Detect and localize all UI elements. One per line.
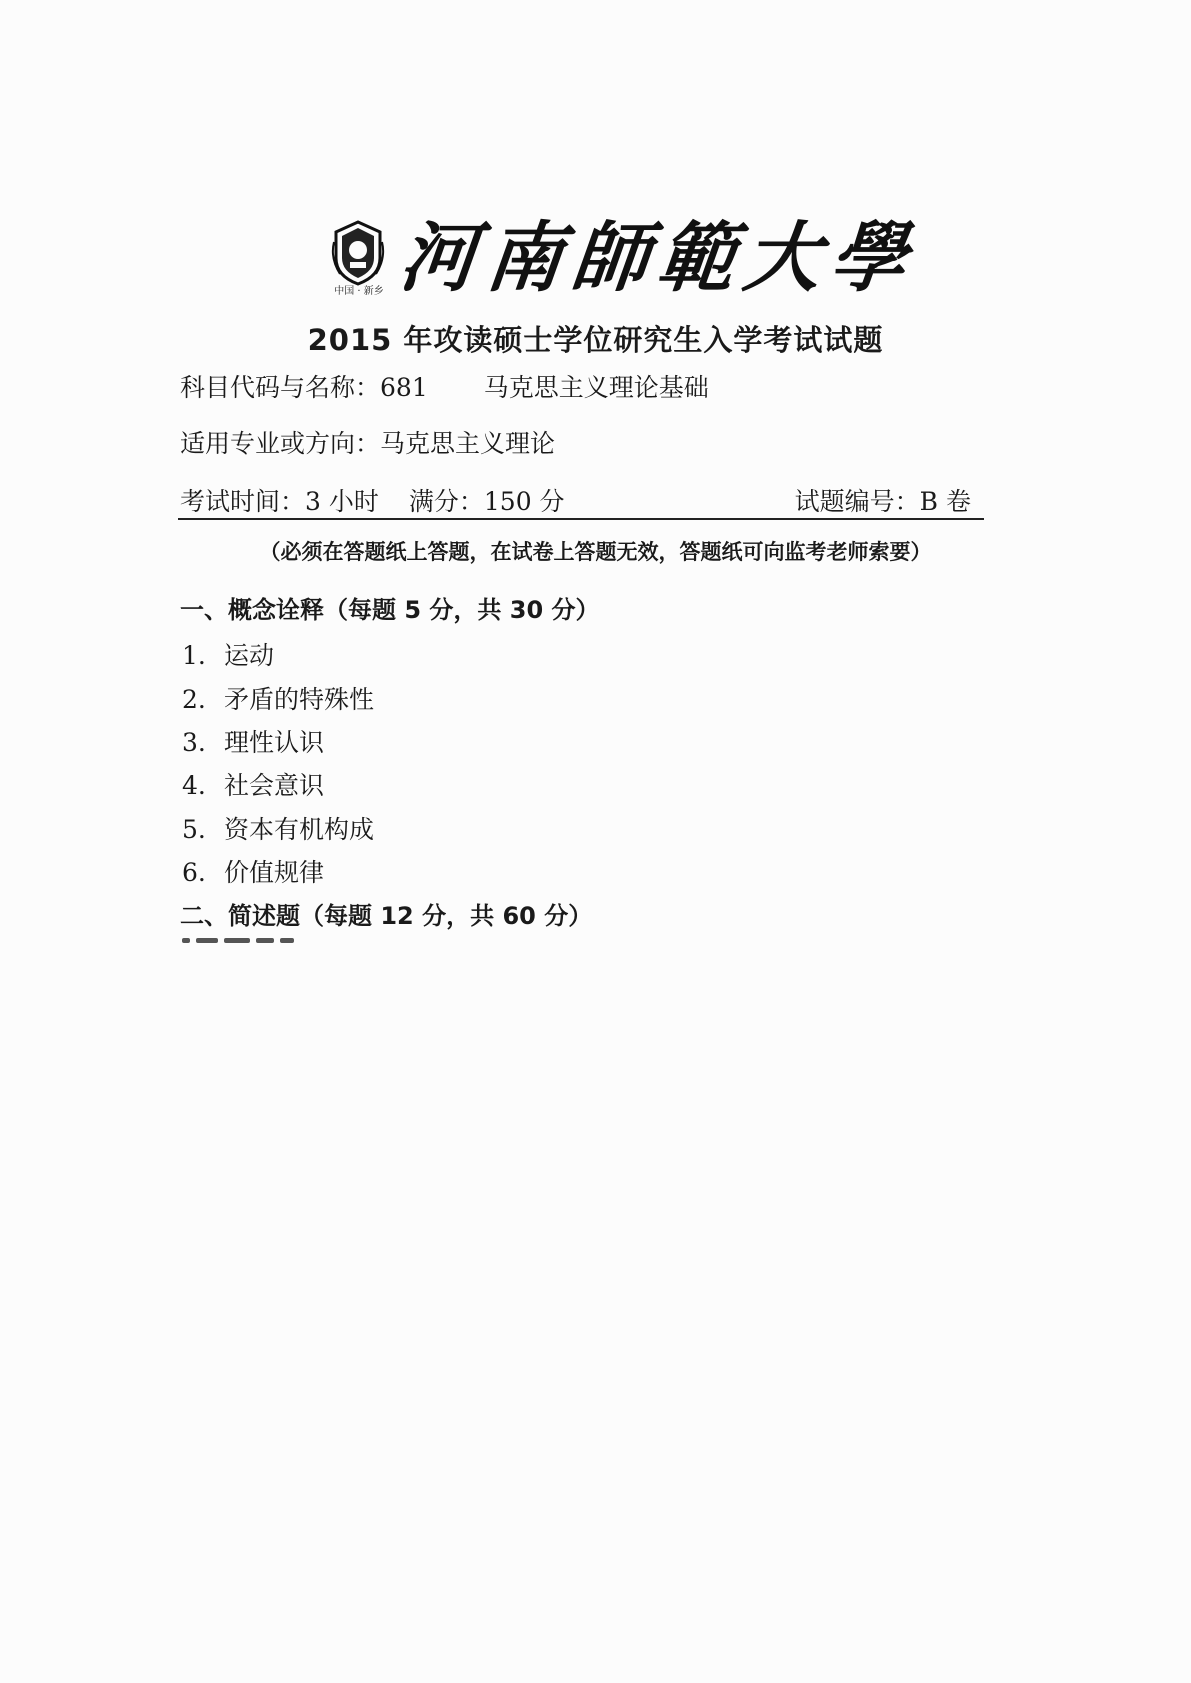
answer-notice: （必须在答题纸上答题，在试卷上答题无效，答题纸可向监考老师索要） (259, 540, 932, 564)
subject-name: 马克思主义理论基础 (483, 373, 709, 402)
section-heading: 二、简述题（每题 12 分，共 60 分） (180, 902, 593, 930)
list-item (182, 636, 274, 672)
university-name-logo: 河南師範大學 (395, 213, 921, 302)
list-item (182, 723, 324, 759)
item-text: 资本有机构成 (224, 815, 375, 844)
item-text: 运动 (224, 641, 275, 670)
time-score-row (180, 482, 565, 518)
university-header (328, 210, 921, 310)
item-number: 1. (182, 641, 206, 670)
time-label: 考试时间： (180, 487, 306, 516)
section-heading: 一、概念诠释（每题 5 分，共 30 分） (180, 596, 600, 624)
item-text: 社会意识 (224, 771, 325, 800)
item-number: 4. (182, 771, 206, 800)
item-text: 理性认识 (224, 728, 325, 757)
cut-off-text-fragment (182, 938, 392, 946)
emblem-caption: 中国 · 新乡 (334, 286, 384, 297)
paper-number (795, 482, 971, 518)
item-number: 3. (182, 728, 206, 757)
paper-no-label: 试题编号： (794, 487, 920, 516)
subject-code: 681 (380, 373, 428, 402)
list-item (182, 766, 324, 802)
item-text: 矛盾的特殊性 (224, 685, 375, 714)
subject-row (180, 368, 709, 404)
major-row (180, 424, 555, 460)
major-value: 马克思主义理论 (380, 429, 556, 458)
list-item (182, 810, 374, 846)
exam-title: 2015 年攻读硕士学位研究生入学考试试题 (307, 323, 884, 357)
item-number: 6. (182, 858, 206, 887)
list-item (182, 853, 324, 889)
list-item (182, 680, 374, 716)
score-value: 150 分 (483, 487, 565, 516)
time-value: 3 小时 (305, 487, 379, 516)
subject-label: 科目代码与名称： (180, 373, 381, 402)
university-emblem-icon (328, 218, 388, 288)
paper-no-value: B 卷 (919, 487, 971, 516)
item-number: 5. (182, 815, 206, 844)
score-label: 满分： (408, 487, 484, 516)
major-label: 适用专业或方向： (180, 429, 381, 458)
item-text: 价值规律 (224, 858, 325, 887)
item-number: 2. (182, 685, 206, 714)
header-divider (178, 518, 984, 520)
